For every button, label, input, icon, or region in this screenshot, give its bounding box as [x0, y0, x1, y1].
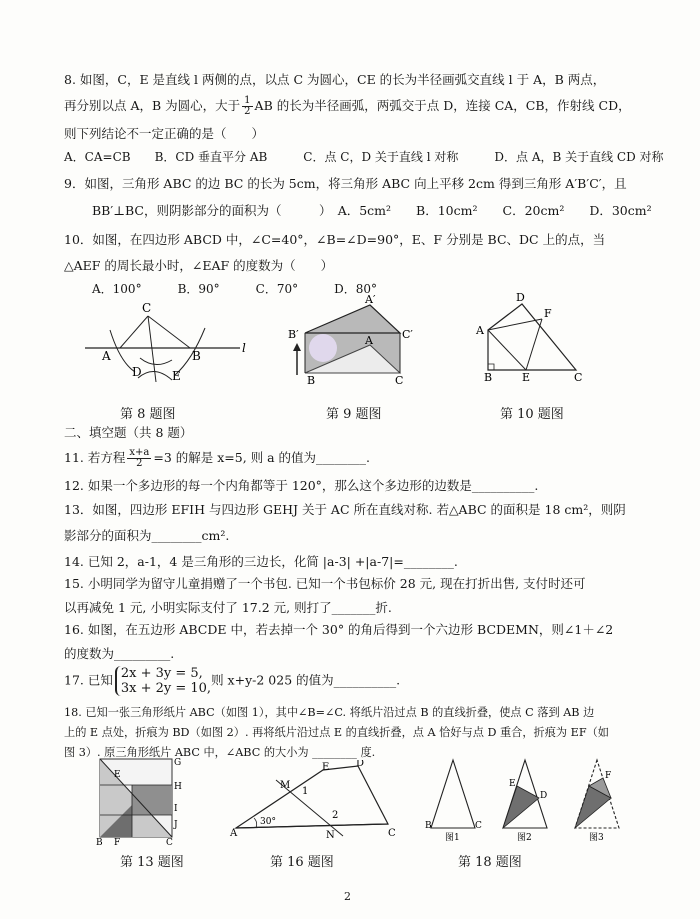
figure-10	[472, 292, 602, 382]
q17-equation-system	[115, 666, 211, 696]
q14-line: 14. 已知 2，a-1，4 是三角形的三边长，化简 |a-3| +|a-7|=________.	[64, 554, 458, 569]
fig16-label-m: M	[280, 780, 291, 791]
fig18-label-d: D	[540, 791, 548, 801]
q11-frac-num: x+a	[129, 447, 150, 458]
q11-post: =3 的解是 x=5, 则 a 的值为________.	[153, 450, 371, 465]
fig9-label-a-prime: A′	[365, 293, 376, 306]
q17-line	[64, 666, 400, 696]
q8-line3: 则下列结论不一定正确的是（ ）	[64, 126, 265, 141]
fig18-label-e: E	[509, 779, 516, 789]
q18-line2: 上的 E 点处，折痕为 BD（如图 2）. 再将纸片沿过点 E 的直线折叠，点 A 恰好与点 D 重合，折痕为 EF（如	[64, 726, 609, 739]
q17-post: 则 x+y-2 025 的值为__________.	[211, 672, 401, 688]
fig8-label-b: B	[192, 349, 201, 363]
fig16-label-a: A	[230, 828, 238, 839]
q11-line	[64, 448, 370, 469]
q13-line1: 13．如图，四边形 EFIH 与四边形 GEHJ 关于 AC 所在直线对称. 若△ABC 的面积是 18 cm²，则阴	[64, 502, 626, 517]
fig18-caption-3: 图3	[589, 833, 604, 843]
fig8-label-l: l	[242, 341, 246, 355]
q17-eq2: 3x + 2y = 10,	[120, 681, 212, 696]
fig8-label-d: D	[132, 365, 142, 379]
fig10-label-d: D	[516, 292, 525, 304]
q11-fraction	[127, 448, 151, 469]
figure-8	[80, 300, 265, 385]
q8-line1: 8. 如图，C，E 是直线 l 两侧的点，以点 C 为圆心，CE 的长为半径画弧交直线 l 于 A，B 两点，	[64, 72, 606, 87]
q8-fraction	[242, 96, 252, 117]
fig10-label-f: F	[544, 307, 552, 320]
fig18-label-b: B	[425, 821, 432, 831]
q16-line1: 16. 如图，在五边形 ABCDE 中，若去掉一个 30° 的角后得到一个六边形 BCDEMN，则∠1＋∠2	[64, 622, 614, 637]
fig16-label-2: 2	[332, 810, 339, 821]
caption-fig13: 第 13 题图	[120, 855, 184, 870]
fig18-label-c: C	[475, 821, 482, 831]
q17-eq1: 2x + 3y = 5,	[120, 666, 203, 681]
q10-options: A．100° B．90° C．70° D．80°	[92, 282, 378, 296]
q8-line2b: AB 的长为半径画弧，两弧交于点 D，连接 CA，CB，作射线 CD，	[254, 98, 631, 113]
caption-fig9: 第 9 题图	[326, 407, 382, 422]
fig8-label-a: A	[102, 349, 111, 363]
q10-line2: △AEF 的周长最小时，∠EAF 的度数为（ ）	[64, 258, 334, 273]
q8-frac-num: 1	[244, 95, 251, 106]
q15-line2: 以再减免 1 元, 小明实际支付了 17.2 元, 则打了_______折.	[64, 600, 392, 615]
fig16-label-n: N	[326, 830, 335, 840]
fig9-label-a: A	[365, 334, 373, 347]
caption-fig10: 第 10 题图	[500, 407, 564, 422]
caption-fig16: 第 16 题图	[270, 855, 334, 870]
fig13-label-b: B	[96, 838, 103, 845]
q9-line2: BB′⊥BC，则阴影部分的面积为（ ） A．5cm² B．10cm² C．20cm² D．30cm²	[92, 203, 652, 218]
page-number: 2	[344, 890, 351, 903]
q8-line2a: 再分别以点 A，B 为圆心，大于	[64, 98, 241, 113]
q15-line1: 15. 小明同学为留守儿童捐赠了一个书包. 已知一个书包标价 28 元, 现在打折出售, 支付时还可	[64, 576, 586, 591]
fig16-label-c: C	[388, 828, 396, 839]
fig9-label-b: B	[307, 374, 316, 387]
fig13-label-j: J	[174, 820, 178, 830]
fig9-label-c-prime: C′	[402, 328, 413, 341]
caption-fig18: 第 18 题图	[458, 855, 522, 870]
q8-options: A．CA=CB B．CD 垂直平分 AB C．点 C，D 关于直线 l 对称 D．点 A，B 关于直线 CD 对称	[64, 150, 664, 164]
q16-line2: 的度数为_________.	[64, 646, 175, 661]
fig13-label-i: I	[174, 804, 178, 814]
fig16-label-e: E	[322, 762, 330, 773]
fig16-label-30deg: 30°	[260, 817, 276, 827]
fig13-label-f: F	[114, 838, 121, 845]
fig13-label-g: G	[174, 758, 182, 768]
fig18-label-f: F	[605, 771, 612, 781]
q17-pre: 17. 已知	[64, 672, 113, 688]
fig10-label-c: C	[574, 371, 583, 382]
fig9-label-c: C	[395, 374, 404, 387]
q8-frac-den: 2	[244, 106, 251, 117]
q11-frac-den: 2	[136, 458, 143, 469]
fig10-label-b: B	[484, 371, 493, 382]
fig8-label-e: E	[172, 369, 181, 383]
fig10-label-a: A	[476, 324, 484, 337]
fig9-label-b-prime: B′	[288, 328, 299, 341]
figure-16	[228, 760, 398, 840]
caption-fig8: 第 8 题图	[120, 407, 176, 422]
fig18-caption-2: 图2	[517, 833, 532, 843]
q12-line: 12. 如果一个多边形的每一个内角都等于 120°，那么这个多边形的边数是__________.	[64, 478, 539, 493]
figure-18	[425, 756, 625, 844]
fig8-label-c: C	[142, 301, 152, 315]
q18-line1: 18. 已知一张三角形纸片 ABC（如图 1），其中∠B=∠C. 将纸片沿过点 B 的直线折叠，使点 C 落到 AB 边	[64, 706, 595, 719]
q9-line1: 9．如图，三角形 ABC 的边 BC 的长为 5cm，将三角形 ABC 向上平移 2cm 得到三角形 A′B′C′，且	[64, 176, 627, 191]
q10-line1: 10．如图，在四边形 ABCD 中，∠C=40°，∠B=∠D=90°，E、F 分别是 BC、DC 上的点，当	[64, 232, 606, 247]
fig13-label-c: C	[166, 838, 173, 845]
fig10-label-e: E	[522, 371, 531, 382]
q18-line3: 图 3）. 原三角形纸片 ABC 中，∠ABC 的大小为 ________ 度.	[64, 746, 376, 759]
section2-heading: 二、填空题（共 8 题）	[64, 425, 193, 440]
figure-9	[285, 293, 415, 388]
fig13-label-h: H	[174, 782, 182, 792]
fig18-caption-1: 图1	[445, 833, 460, 843]
q13-line2: 影部分的面积为________cm².	[64, 528, 230, 543]
q8-line2	[64, 96, 631, 117]
fig16-label-d: D	[356, 760, 365, 769]
fig13-label-e: E	[114, 770, 121, 780]
q11-pre: 11. 若方程	[64, 450, 126, 465]
fig16-label-1: 1	[302, 786, 309, 797]
figure-13	[92, 755, 187, 845]
